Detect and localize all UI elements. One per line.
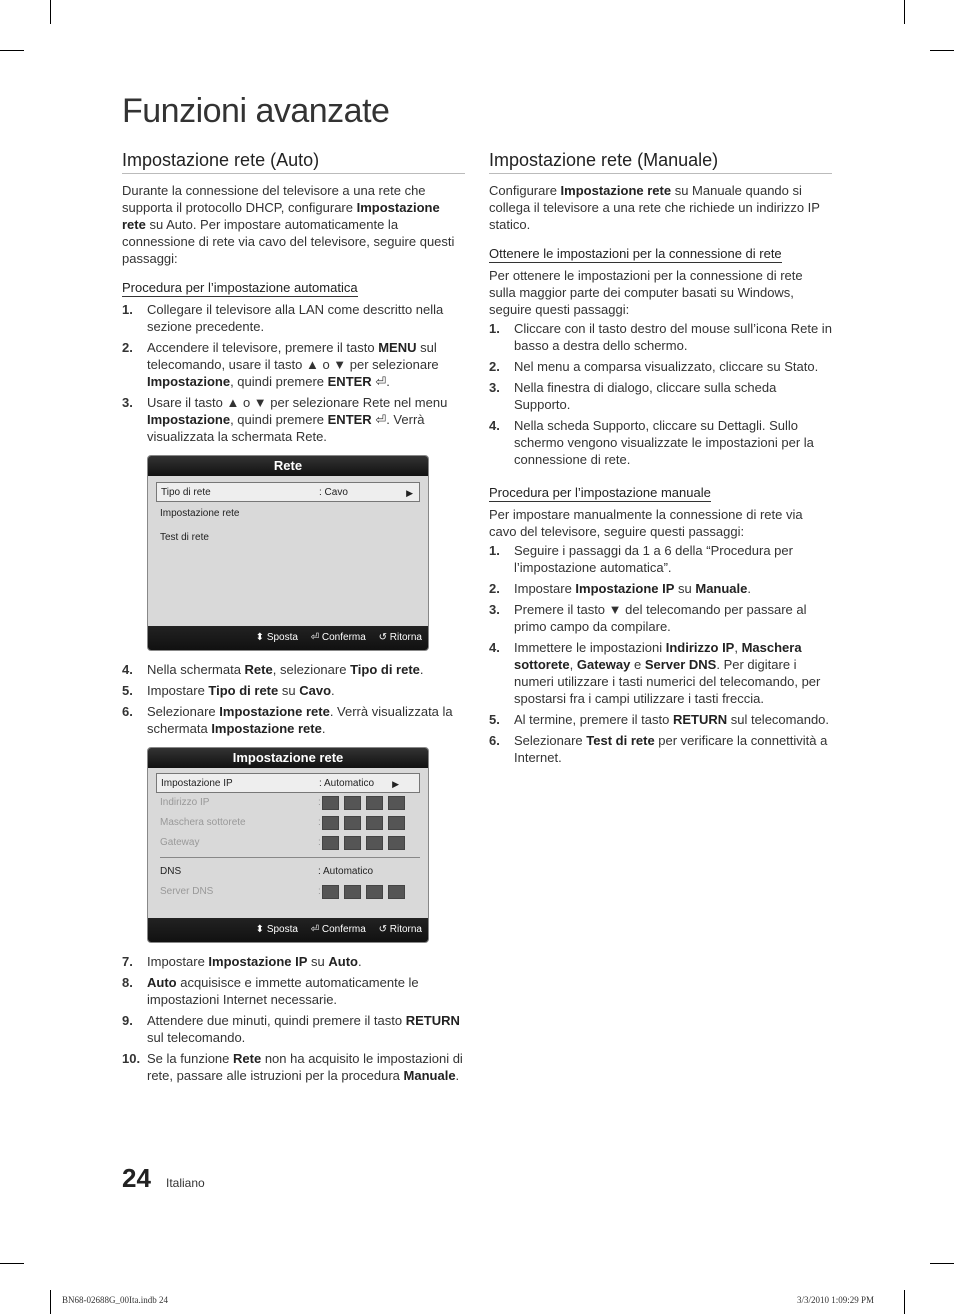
list-item [489,320,832,354]
bold-term: Impostazione rete [122,200,440,232]
bold-term: Gateway [576,657,631,672]
left-column [122,150,465,1088]
crop-mark [930,50,954,51]
bold-term: Impostazione rete [219,704,330,719]
step-number: 2. [489,359,500,374]
text-run: . Per digitare i numeri utilizzare i tasti numerici del telecomando, per spostarsi fra i campi utilizzare i tasti freccia. [514,657,821,706]
return-hint: ↺ Ritorna [378,924,422,935]
step-number: 2. [489,581,500,596]
bold-term: ENTER [327,412,372,427]
text-run: . [419,662,424,677]
list-item [489,711,832,728]
text-run: su Auto. Per impostare automaticamente la connessione di rete via cavo del televisore, seguire questi passaggi: [122,217,455,266]
bold-term: Rete [233,1051,262,1066]
text-run: Al termine, premere il tasto [514,712,673,727]
paragraph: Per impostare manualmente la connessione di rete via cavo del televisore, seguire questi passaggi: [489,507,803,539]
text-run: . [321,721,326,736]
subheading-manual-procedure: Procedura per l’impostazione manuale [489,485,711,500]
list-item [489,379,832,413]
text-run: sul telecomando. [727,712,830,727]
step-number: 1. [489,321,500,336]
step-number: 8. [122,975,133,990]
subheading-auto-procedure: Procedura per l’impostazione automatica [122,280,358,295]
text-run: , quindi premere [230,412,328,427]
bold-term: ENTER [327,374,372,389]
return-hint: ↺ Ritorna [378,632,422,643]
text-run: acquisisce e immette automaticamente le impostazioni Internet necessarie. [147,975,419,1007]
row-label: Maschera sottorete [160,817,246,828]
bold-term: RETURN [405,1013,460,1028]
bold-term: Indirizzo IP [665,640,735,655]
intro-paragraph [122,182,465,267]
step-number: 1. [489,543,500,558]
step-number: 3. [489,380,500,395]
row-colon: : [318,837,321,848]
step-number: 7. [122,954,133,969]
section-heading-manual: Impostazione rete (Manuale) [489,150,832,174]
text-run: . [455,1068,460,1083]
language-label: Italiano [166,1176,205,1190]
page-number: 24 [122,1163,151,1193]
bold-term: Impostazione IP [575,581,675,596]
list-item [122,394,465,445]
steps-list [122,953,465,1084]
text-run: Immettere le impostazioni [514,640,666,655]
crop-mark [0,50,24,51]
text-run: Durante la connessione del televisore a una rete che supporta il protocollo DHCP, configurare [122,183,426,215]
subheading-network-settings: Ottenere le impostazioni per la connessione di rete [489,246,782,261]
list-item [122,661,465,678]
menu-row-dns[interactable] [156,862,420,882]
bold-term: Server DNS [644,657,717,672]
row-value: : Cavo [319,487,348,498]
confirm-hint: ⏎ Conferma [310,924,366,935]
arrow-right-icon: ▶ [406,488,413,498]
text-run: su [674,581,696,596]
print-info-file: BN68-02688G_00Ita.indb 24 [62,1295,168,1305]
list-item [122,953,465,970]
confirm-hint: ⏎ Conferma [310,632,366,643]
step-number: 4. [122,662,133,677]
step-number: 6. [489,733,500,748]
bold-term: Impostazione [147,374,231,389]
bold-term: Manuale [403,1068,456,1083]
text-run: Selezionare [147,704,220,719]
step-number: 10. [122,1051,141,1066]
row-value: : Automatico [319,778,375,789]
list-item [122,1012,465,1046]
step-number: 6. [122,704,133,719]
text-run: Attendere due minuti, quindi premere il tasto [147,1013,406,1028]
screen-title: Rete [148,456,428,476]
bold-term: Impostazione IP [208,954,308,969]
crop-mark [0,1263,24,1264]
text-run: non ha acquisito le impostazioni di rete, passare alle istruzioni per la procedura [147,1051,463,1083]
text-run: Selezionare [514,733,587,748]
list-item [489,601,832,635]
bold-term: Tipo di rete [208,683,279,698]
steps-list [489,320,832,468]
row-label: Impostazione IP [161,778,233,789]
text-run: Collegare il televisore alla LAN come descritto nella sezione precedente. [147,302,444,334]
paragraph: Per ottenere le impostazioni per la connessione di rete sulla maggior parte dei computer basati su Windows, seguire questi passaggi: [489,268,803,317]
list-item [122,1050,465,1084]
crop-mark [904,0,905,24]
bold-term: Cavo [299,683,332,698]
text-run: su [278,683,300,698]
step-number: 9. [122,1013,133,1028]
list-item [122,682,465,699]
row-label: DNS [160,866,182,877]
row-value: : Automatico [318,866,374,877]
list-item [489,732,832,766]
text-run: Nella schermata [147,662,245,677]
text-run: Se la funzione [147,1051,234,1066]
row-colon: : [318,817,321,828]
dns-octet-fields[interactable] [322,885,410,907]
step-number: 5. [489,712,500,727]
text-run: . Verrà visualizzata la schermata [147,704,453,736]
menu-row-server-dns[interactable] [156,882,420,902]
screen-footer [148,918,428,942]
text-run: . [331,683,335,698]
list-item [122,974,465,1008]
menu-row-test-di-rete[interactable] [156,528,420,548]
right-column [489,150,832,770]
bold-term: Impostazione [147,412,231,427]
text-run: Premere il tasto ▼ del telecomando per passare al primo campo da compilare. [514,602,807,634]
list-item [489,417,832,468]
text-run: , selezionare [272,662,351,677]
print-info-date: 3/3/2010 1:09:29 PM [797,1295,875,1305]
list-item [489,542,832,576]
menu-row-impostazione-ip[interactable] [156,773,420,793]
step-number: 4. [489,418,500,433]
text-run: , [734,640,742,655]
arrow-right-icon: ▶ [392,779,399,789]
move-hint: ⬍ Sposta [255,632,298,643]
row-label: Test di rete [160,532,209,543]
gateway-octet-fields[interactable] [322,836,410,858]
menu-row-indirizzo-ip[interactable] [156,793,420,813]
text-run: ⏎. [371,374,390,389]
tv-screen-impostazione-rete [147,747,429,943]
bold-term: MENU [378,340,417,355]
row-label: Indirizzo IP [160,797,210,808]
menu-row-maschera-sottorete[interactable] [156,813,420,833]
page-title: Funzioni avanzate [122,92,390,130]
step-number: 3. [489,602,500,617]
bold-term: Impostazione rete [560,183,672,198]
text-run: su Manuale quando si collega il televisore a una rete che richiede un indirizzo IP statico. [489,183,820,232]
screen-title: Impostazione rete [148,748,428,768]
steps-list [489,542,832,766]
text-run: Cliccare con il tasto destro del mouse sull’icona Rete in basso a destra dello schermo. [514,321,832,353]
text-run: sul telecomando. [147,1030,246,1045]
screen-footer [148,626,428,650]
steps-list [122,661,465,737]
text-run: , quindi premere [230,374,328,389]
text-run: Accendere il televisore, premere il tasto [147,340,379,355]
list-item [489,639,832,707]
bold-term: RETURN [672,712,728,727]
row-label: Server DNS [160,886,214,897]
list-item [122,339,465,390]
bold-term: Rete [244,662,273,677]
intro-paragraph [489,182,832,233]
tv-screen-rete [147,455,429,651]
row-label: Impostazione rete [160,508,240,519]
text-run: e [630,657,645,672]
text-run: ⏎. Verrà visualizzata la schermata Rete. [147,412,425,444]
row-colon: : [318,886,321,897]
step-number: 3. [122,395,133,410]
step-number: 2. [122,340,133,355]
text-run: su [307,954,329,969]
text-run: Impostare [147,683,209,698]
move-hint: ⬍ Sposta [255,924,298,935]
list-item [122,703,465,737]
row-label: Tipo di rete [161,487,211,498]
list-item [489,580,832,597]
bold-term: Auto [147,975,177,990]
menu-row-impostazione-rete[interactable] [156,504,420,524]
row-label: Gateway [160,837,200,848]
menu-row-gateway[interactable] [156,833,420,853]
list-item [122,301,465,335]
steps-list [122,301,465,445]
bold-term: Impostazione rete [211,721,322,736]
menu-row-tipo-di-rete[interactable] [156,482,420,502]
text-run: Nel menu a comparsa visualizzato, cliccare su Stato. [514,359,819,374]
text-run: Seguire i passaggi da 1 a 6 della “Procedura per l’impostazione automatica”. [514,543,793,575]
row-colon: : [318,797,321,808]
text-run: . [357,954,362,969]
text-run: Nella finestra di dialogo, cliccare sulla scheda Supporto. [514,380,777,412]
bold-term: Tipo di rete [350,662,420,677]
text-run: Nella scheda Supporto, cliccare su Dettagli. Sullo schermo vengono visualizzate le impostazioni per la connessione di rete. [514,418,814,467]
text-run: Configurare [489,183,561,198]
step-number: 5. [122,683,133,698]
bold-term: Auto [328,954,358,969]
text-run: , [569,657,577,672]
text-run: . [747,581,751,596]
text-run: per verificare la connettività a Internet. [514,733,828,765]
crop-mark [930,1263,954,1264]
step-number: 4. [489,640,500,655]
bold-term: Test di rete [586,733,655,748]
text-run: Impostare [147,954,209,969]
text-run: Impostare [514,581,576,596]
text-run: sul telecomando, usare il tasto ▲ o ▼ per selezionare [147,340,439,372]
list-item [489,358,832,375]
bold-term: Manuale [695,581,748,596]
crop-mark [904,1290,905,1314]
text-run: Usare il tasto ▲ o ▼ per selezionare Rete nel menu [147,395,448,410]
crop-mark [50,1290,51,1314]
bold-term: Maschera sottorete [514,640,802,672]
crop-mark [50,0,51,24]
section-heading-auto: Impostazione rete (Auto) [122,150,465,174]
step-number: 1. [122,302,133,317]
